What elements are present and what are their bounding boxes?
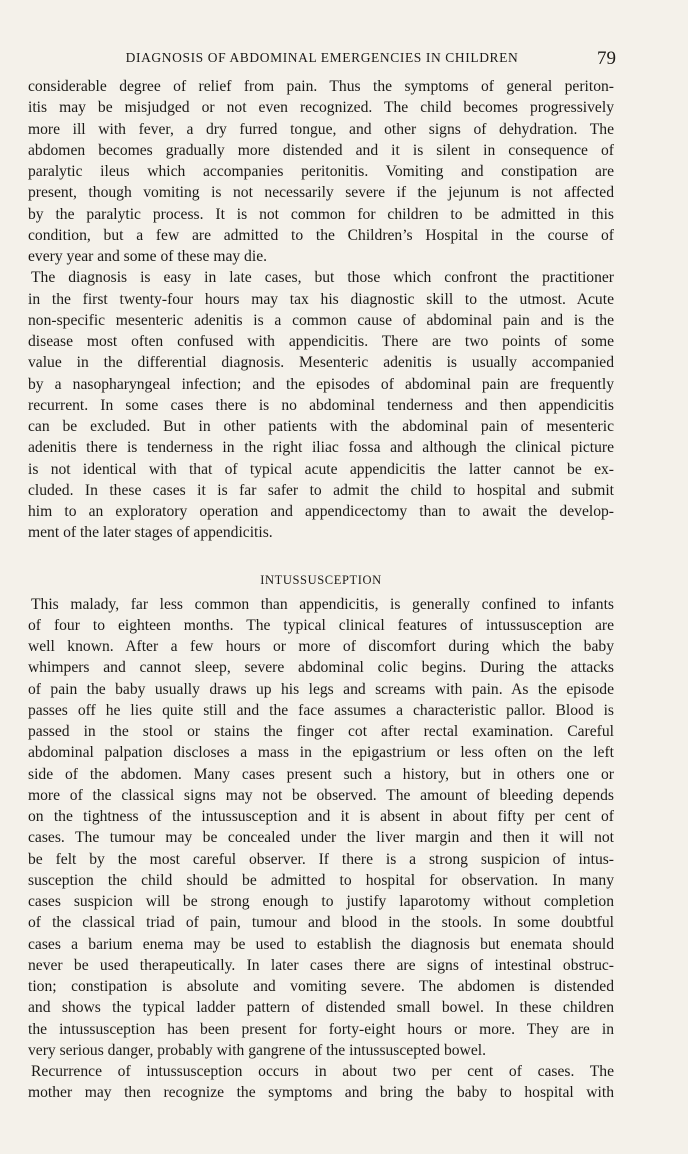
text-line: susception the child should be admitted to hospital for observation. In many [28,871,614,889]
text-line: considerable degree of relief from pain. Thus the symptoms of general periton- [28,78,614,95]
text-line: passed in the stool or stains the finger cot after rectal examination. Careful [28,723,614,740]
text-line: recurrent. In some cases there is no abdominal tenderness and then appendicitis [28,396,614,414]
section-heading: INTUSSUSCEPTION [260,572,382,587]
text-line: itis may be misjudged or not even recognized. The child becomes progressively [28,99,614,117]
text-line: and shows the typical ladder pattern of distended small bowel. In these children [28,999,614,1017]
text-line: of pain the baby usually draws up his legs and screams with pain. As the episode [28,680,614,698]
text-line: tion; constipation is absolute and vomiting severe. The abdomen is distended [28,978,614,995]
text-line: abdominal palpation discloses a mass in the epigastrium or less often on the left [28,744,614,762]
text-line: present, though vomiting is not necessarily severe if the jejunum is not affected [28,184,614,202]
text-line: very serious danger, probably with gangrene of the intussuscepted bowel. [28,1041,486,1059]
text-line: cases suspicion will be strong enough to justify laparotomy without completion [28,893,614,910]
text-line: can be excluded. But in other patients with the abdominal pain of mesenteric [28,418,614,435]
text-line: paralytic ileus which accompanies peritonitis. Vomiting and constipation are [28,163,614,180]
paragraph [28,267,614,543]
text-line: of four to eighteen months. The typical clinical features of intussusception are [28,616,614,634]
text-line: by the paralytic process. It is not common for children to be admitted in this [28,205,614,223]
text-line: cluded. In these cases it is far safer to admit the child to hospital and submit [28,481,614,499]
text-line: the intussusception has been present for forty-eight hours or more. They are in [28,1020,614,1038]
text-line: condition, but a few are admitted to the Children’s Hospital in the course of [28,226,614,244]
text-line: in the first twenty-four hours may tax his diagnostic skill to the utmost. Acute [28,290,614,308]
text-line: whimpers and cannot sleep, severe abdominal colic begins. During the attacks [28,659,614,677]
text-line: Recurrence of intussusception occurs in about two per cent of cases. The [31,1063,614,1080]
text-line: ment of the later stages of appendicitis. [28,524,273,542]
paragraph [28,594,614,1062]
text-line: This malady, far less common than appendicitis, is generally confined to infants [31,595,614,613]
text-line: mother may then recognize the symptoms and bring the baby to hospital with [28,1084,614,1102]
running-head [30,50,614,72]
text-line: adenitis there is tenderness in the right iliac fossa and although the clinical picture [28,439,614,457]
text-line: every year and some of these may die. [28,248,268,265]
text-line: abdomen becomes gradually more distended and it is silent in consequence of [28,141,614,159]
text-line: cases. The tumour may be concealed under the liver margin and then it will not [28,829,614,847]
text-line: more ill with fever, a dry furred tongue, and other signs of dehydration. The [28,120,614,138]
text-line: side of the abdomen. Many cases present such a history, but in others one or [28,765,614,783]
body-text [28,76,614,1104]
text-line: is not identical with that of typical acute appendicitis the latter cannot be ex- [28,460,614,478]
text-line: by a nasopharyngeal infection; and the episodes of abdominal pain are frequently [28,375,614,393]
text-line: passes off he lies quite still and the face assumes a characteristic pallor. Blood is [28,701,614,719]
text-line: of the classical triad of pain, tumour and blood in the stools. In some doubtful [28,914,614,932]
text-line: be felt by the most careful observer. If there is a strong suspicion of intus- [28,850,614,868]
text-line: cases a barium enema may be used to establish the diagnosis but enemata should [28,935,614,953]
text-line: non-specific mesenteric adenitis is a common cause of abdominal pain and is the [28,311,614,329]
page-number: 79 [597,48,616,69]
text-line: on the tightness of the intussusception and it is absent in about fifty per cent of [28,808,614,825]
text-line: him to an exploratory operation and appendicectomy than to await the develop- [28,503,614,520]
text-line: The diagnosis is easy in late cases, but those which confront the practitioner [31,269,614,287]
text-line: never be used therapeutically. In later cases there are signs of intestinal obstruc- [28,956,614,974]
paragraph [28,76,614,267]
text-line: well known. After a few hours or more of discomfort during which the baby [28,638,614,655]
text-line: disease most often confused with appendicitis. There are two points of some [28,333,614,350]
running-title: DIAGNOSIS OF ABDOMINAL EMERGENCIES IN CHILDREN [125,50,519,65]
text-line: more of the classical signs may not be observed. The amount of bleeding depends [28,786,614,804]
text-line: value in the differential diagnosis. Mesenteric adenitis is usually accompanied [28,354,614,372]
paragraph [28,1061,614,1104]
